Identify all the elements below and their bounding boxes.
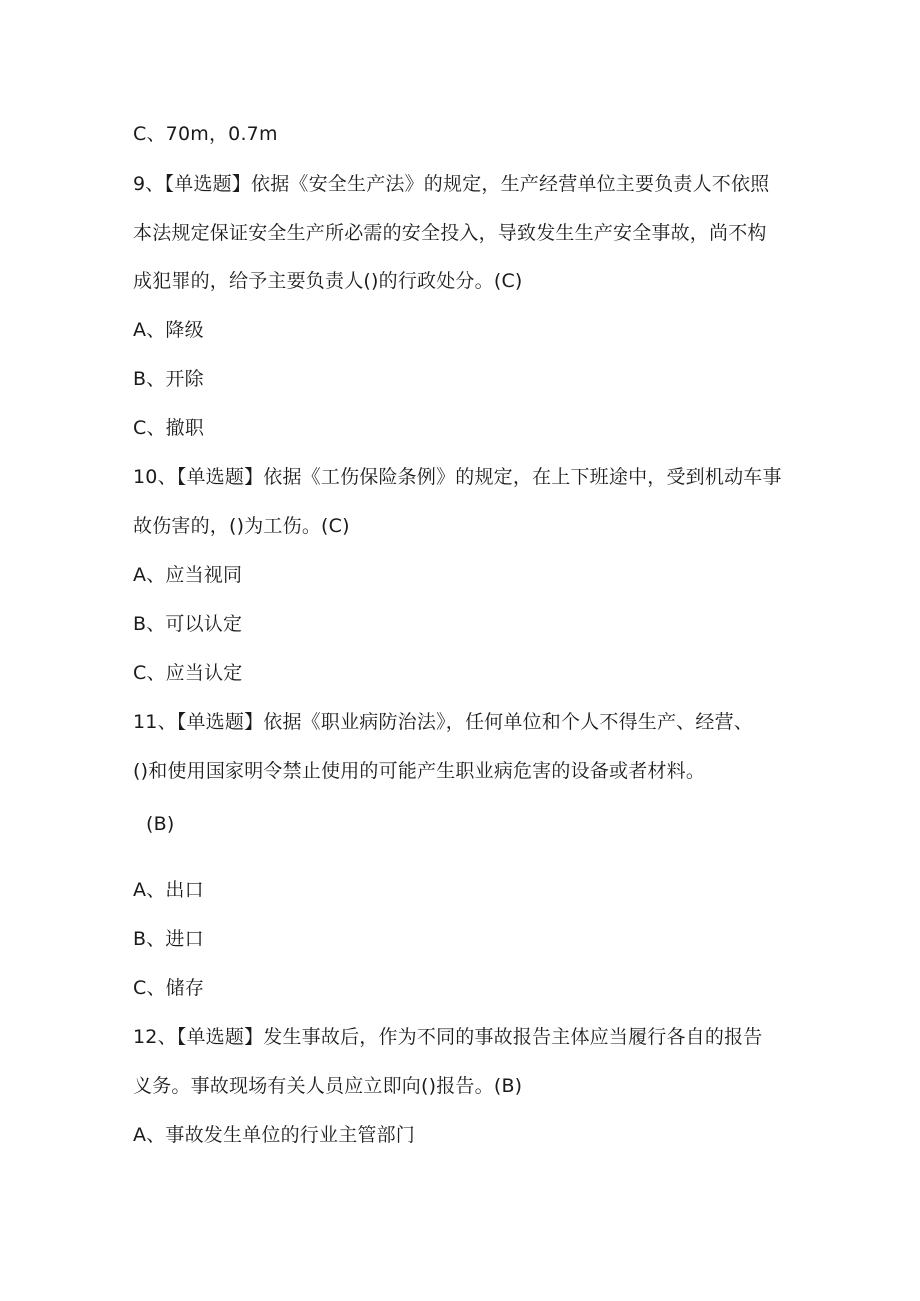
q12-text-line-1: 12、【单选题】发生事故后，作为不同的事故报告主体应当履行各自的报告 <box>133 1026 763 1048</box>
q10-text-line-1: 10、【单选题】依据《工伤保险条例》的规定，在上下班途中，受到机动车事 <box>133 466 782 488</box>
q12-text-line-2: 义务。事故现场有关人员应立即向()报告。(B) <box>133 1075 523 1097</box>
q12-option-a: A、事故发生单位的行业主管部门 <box>133 1124 415 1146</box>
q9-option-c: C、撤职 <box>133 417 205 439</box>
q9-option-a: A、降级 <box>133 319 204 341</box>
q9-text-line-3: 成犯罪的，给予主要负责人()的行政处分。(C) <box>133 270 523 292</box>
q9-text-line-2: 本法规定保证安全生产所必需的安全投入，导致发生生产安全事故，尚不构 <box>133 222 767 244</box>
q11-answer: (B) <box>146 813 175 835</box>
q9-option-b: B、开除 <box>133 368 204 390</box>
q11-option-b: B、进口 <box>133 928 204 950</box>
q11-option-a: A、出口 <box>133 879 204 901</box>
q10-option-a: A、应当视同 <box>133 564 243 586</box>
q8-option-c: C、70m，0.7m <box>133 123 278 145</box>
q11-text-line-1: 11、【单选题】依据《职业病防治法》，任何单位和个人不得生产、经营、 <box>133 711 753 733</box>
q10-option-c: C、应当认定 <box>133 662 243 684</box>
q11-text-line-2: ()和使用国家明令禁止使用的可能产生职业病危害的设备或者材料。 <box>133 760 706 782</box>
q9-text-line-1: 9、【单选题】依据《安全生产法》的规定，生产经营单位主要负责人不依照 <box>133 173 770 195</box>
q11-option-c: C、储存 <box>133 977 205 999</box>
q10-text-line-2: 故伤害的，()为工伤。(C) <box>133 515 350 537</box>
q10-option-b: B、可以认定 <box>133 613 243 635</box>
